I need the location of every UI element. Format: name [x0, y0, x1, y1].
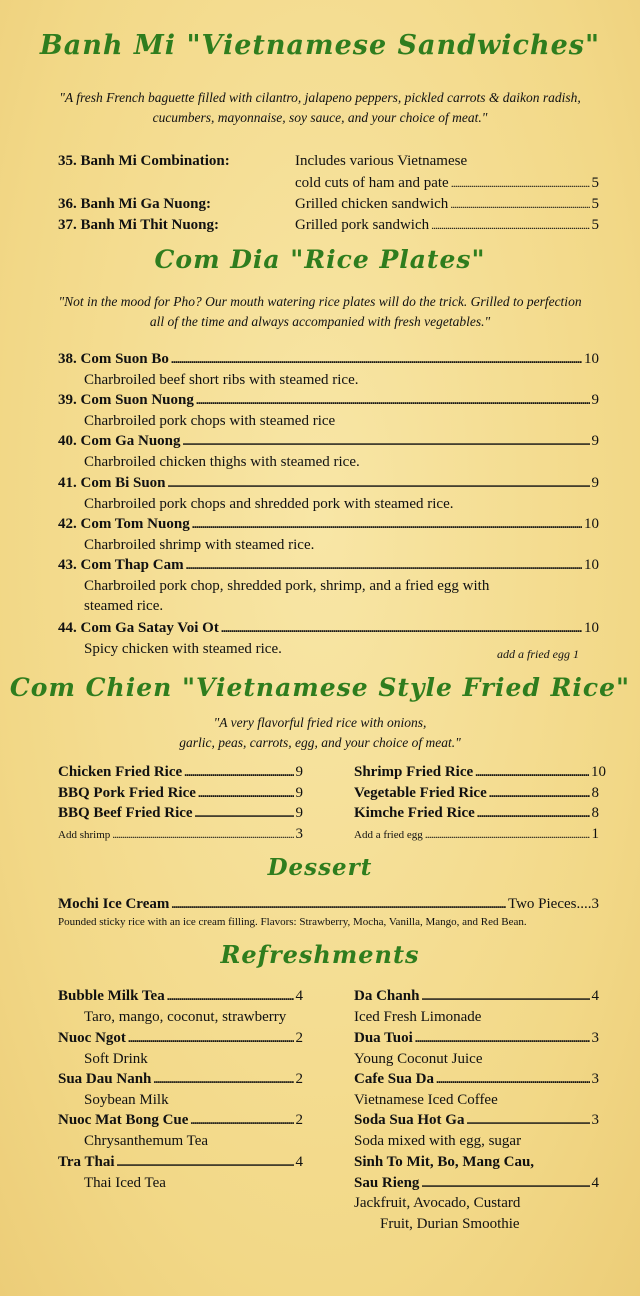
- menu-item-desc: Grilled pork sandwich: [295, 217, 430, 233]
- menu-item-desc: Vietnamese Iced Coffee: [354, 1092, 498, 1108]
- menu-item-name: BBQ Beef Fried Rice: [58, 805, 193, 821]
- menu-item-name: Mochi Ice Cream: [58, 896, 170, 912]
- menu-item-price: 2: [295, 1112, 303, 1128]
- menu-item-desc: cold cuts of ham and pate: [295, 175, 449, 191]
- menu-item-name: Add shrimp: [58, 829, 111, 841]
- menu-item-desc: Charbroiled pork chop, shredded pork, shrimp, and a fried egg with: [84, 578, 490, 594]
- menu-item-desc: Chrysanthemum Tea: [84, 1133, 209, 1149]
- menu-item-name: BBQ Pork Fried Rice: [58, 785, 196, 801]
- menu-item-leader: [354, 824, 599, 845]
- com-chien-intro-line: garlic, peas, carrots, egg, and your choice of meat.": [179, 735, 461, 750]
- com-dia-intro: [20, 292, 620, 332]
- menu-item-desc: Charbroiled chicken thighs with steamed rice.: [84, 454, 360, 470]
- dessert-desc: Pounded sticky rice with an ice cream filling. Flavors: Strawberry, Mocha, Vanilla, Mango, and Red Bean.: [58, 916, 527, 928]
- dot-leader: [421, 986, 589, 1006]
- menu-item-price: 10: [584, 557, 599, 573]
- banh-mi-intro-line: "A fresh French baguette filled with cilantro, jalapeno peppers, pickled carrots & daikon radish,: [59, 90, 581, 105]
- menu-item-price: 9: [295, 805, 303, 821]
- banh-mi-heading: Banh Mi "Vietnamese Sandwiches": [39, 30, 601, 61]
- menu-item-leader: [58, 1069, 303, 1089]
- menu-item-desc: Jackfruit, Avocado, Custard: [354, 1195, 521, 1211]
- menu-item-name: Add a fried egg: [354, 829, 423, 841]
- menu-item-desc: Young Coconut Juice: [354, 1051, 483, 1067]
- com-dia-intro-line: "Not in the mood for Pho? Our mouth watering rice plates will do the trick. Grilled to perfection: [58, 294, 582, 309]
- com-chien-intro: [20, 713, 620, 753]
- menu-item-name: Nuoc Mat Bong Cue: [58, 1112, 189, 1128]
- add-egg-note: add a fried egg 1: [497, 647, 579, 661]
- dot-leader: [475, 762, 589, 782]
- menu-item-leader: [58, 618, 599, 638]
- menu-item-price: 8: [591, 805, 599, 821]
- menu-item-price: 9: [591, 475, 599, 491]
- dot-leader: [451, 173, 590, 193]
- menu-item-leader: [58, 390, 599, 410]
- menu-item-name: 35. Banh Mi Combination:: [58, 153, 230, 169]
- menu-item-leader: [58, 783, 303, 803]
- menu-item-name: Tra Thai: [58, 1154, 115, 1170]
- com-dia-intro-line: all of the time and always accompanied with fresh vegetables.": [149, 314, 491, 329]
- dot-leader: [183, 431, 590, 451]
- menu-item-leader: [354, 803, 599, 823]
- dot-leader: [425, 824, 590, 844]
- menu-item-name: Dua Tuoi: [354, 1030, 413, 1046]
- menu-item-price: Two Pieces....3: [507, 896, 599, 912]
- menu-item-desc: Taro, mango, coconut, strawberry: [84, 1009, 287, 1025]
- menu-item-price: 9: [295, 764, 303, 780]
- menu-item-desc: Includes various Vietnamese: [295, 153, 468, 169]
- menu-item-desc: Spicy chicken with steamed rice.: [84, 641, 282, 657]
- menu-item-name: 40. Com Ga Nuong: [58, 433, 181, 449]
- dot-leader: [112, 824, 293, 844]
- menu-item-name: 37. Banh Mi Thit Nuong:: [58, 217, 220, 233]
- dot-leader: [195, 803, 294, 823]
- dot-leader: [192, 514, 582, 534]
- menu-item-leader: [58, 431, 599, 451]
- menu-item-name: 41. Com Bi Suon: [58, 475, 166, 491]
- menu-item-name: Shrimp Fried Rice: [354, 764, 474, 780]
- menu-item-name: Da Chanh: [354, 988, 420, 1004]
- menu-item-name: Sinh To Mit, Bo, Mang Cau,: [354, 1154, 535, 1170]
- menu-item-desc: Charbroiled pork chops and shredded pork with steamed rice.: [84, 496, 454, 512]
- menu-item-leader: [295, 215, 599, 235]
- menu-item-leader: [354, 1069, 599, 1089]
- dot-leader: [431, 215, 589, 235]
- dot-leader: [466, 1110, 589, 1130]
- menu-item-price: 3: [295, 826, 303, 842]
- dot-leader: [221, 618, 582, 638]
- menu-item-desc: Charbroiled beef short ribs with steamed rice.: [84, 372, 359, 388]
- menu-item-price: 4: [295, 1154, 303, 1170]
- menu-item-leader: [58, 762, 303, 782]
- menu-item-name: 44. Com Ga Satay Voi Ot: [58, 620, 219, 636]
- menu-item-price: 4: [591, 1175, 599, 1191]
- menu-item-leader: [58, 986, 303, 1006]
- dot-leader: [196, 390, 590, 410]
- menu-item-leader: [58, 514, 599, 534]
- menu-item-price: 9: [591, 392, 599, 408]
- dot-leader: [117, 1152, 294, 1172]
- dot-leader: [186, 555, 582, 575]
- refreshments-heading: Refreshments: [220, 940, 420, 969]
- menu-item-leader: [58, 349, 599, 369]
- menu-item-price: 5: [591, 175, 599, 191]
- menu-item-desc: Soybean Milk: [84, 1092, 169, 1108]
- menu-item-price: 9: [295, 785, 303, 801]
- dot-leader: [190, 1110, 293, 1130]
- com-chien-heading: Com Chien "Vietnamese Style Fried Rice": [9, 673, 631, 702]
- menu-item-name: Bubble Milk Tea: [58, 988, 165, 1004]
- menu-item-leader: [58, 473, 599, 493]
- menu-item-leader: [58, 1152, 303, 1172]
- menu-item-name: 39. Com Suon Nuong: [58, 392, 194, 408]
- dot-leader: [198, 783, 294, 803]
- menu-item-leader: [58, 894, 599, 914]
- menu-item-name: Kimche Fried Rice: [354, 805, 475, 821]
- menu-item-desc: Iced Fresh Limonade: [354, 1009, 482, 1025]
- menu-item-leader: [58, 1028, 303, 1048]
- com-dia-heading: Com Dia "Rice Plates": [154, 245, 486, 274]
- menu-item-leader: [354, 1110, 599, 1130]
- menu-item-price: 10: [584, 516, 599, 532]
- menu-item-leader: [354, 1028, 599, 1048]
- menu-item-price: 10: [584, 351, 599, 367]
- menu-item-name: Vegetable Fried Rice: [354, 785, 487, 801]
- menu-item-price: 2: [295, 1030, 303, 1046]
- dot-leader: [436, 1069, 589, 1089]
- menu-item-name: Cafe Sua Da: [354, 1071, 435, 1087]
- menu-item-name: 42. Com Tom Nuong: [58, 516, 190, 532]
- menu-item-leader: [354, 986, 599, 1006]
- dot-leader: [184, 762, 293, 782]
- menu-item-price: 1: [591, 826, 599, 842]
- menu-item-name: 43. Com Thap Cam: [58, 557, 184, 573]
- menu-item-leader: [295, 173, 599, 193]
- menu-item-price: 3: [591, 1030, 599, 1046]
- menu-item-name: Soda Sua Hot Ga: [354, 1112, 465, 1128]
- com-chien-intro-line: "A very flavorful fried rice with onions,: [213, 715, 427, 730]
- dot-leader: [171, 894, 506, 914]
- menu-item-desc: Soda mixed with egg, sugar: [354, 1133, 522, 1149]
- menu-item-price: 10: [584, 620, 599, 636]
- dot-leader: [171, 349, 582, 369]
- menu-item-price: 3: [591, 1071, 599, 1087]
- dot-leader: [168, 473, 590, 493]
- menu-item-leader: [58, 1110, 303, 1130]
- menu-item-leader: [295, 194, 599, 214]
- menu-item-desc: Soft Drink: [84, 1051, 148, 1067]
- menu-item-price: 8: [591, 785, 599, 801]
- menu-item-name: 38. Com Suon Bo: [58, 351, 169, 367]
- dot-leader: [477, 803, 590, 823]
- menu-item-price: 10: [591, 764, 606, 780]
- menu-item-leader: [354, 762, 606, 782]
- dot-leader: [421, 1173, 589, 1193]
- menu-item-price: 3: [591, 1112, 599, 1128]
- menu-item-price: 5: [591, 196, 599, 212]
- dot-leader: [167, 986, 294, 1006]
- dot-leader: [489, 783, 590, 803]
- menu-item-desc: Charbroiled shrimp with steamed rice.: [84, 537, 315, 553]
- dot-leader: [450, 194, 589, 214]
- menu-item-desc: Grilled chicken sandwich: [295, 196, 449, 212]
- menu-item-leader: [58, 824, 303, 845]
- menu-item-desc: Fruit, Durian Smoothie: [380, 1216, 520, 1232]
- menu-item-desc: Charbroiled pork chops with steamed rice: [84, 413, 336, 429]
- menu-item-price: 4: [295, 988, 303, 1004]
- menu-item-name: Sua Dau Nanh: [58, 1071, 152, 1087]
- menu-item-leader: [58, 555, 599, 575]
- dot-leader: [415, 1028, 590, 1048]
- menu-item-name: Nuoc Ngot: [58, 1030, 126, 1046]
- menu-item-price: 4: [591, 988, 599, 1004]
- dessert-heading: Dessert: [267, 854, 373, 881]
- menu-item-price: 5: [591, 217, 599, 233]
- menu-item-name: 36. Banh Mi Ga Nuong:: [58, 196, 211, 212]
- banh-mi-intro-line: cucumbers, mayonnaise, soy sauce, and your choice of meat.": [152, 110, 488, 125]
- menu-item-name: Sau Rieng: [354, 1175, 420, 1191]
- menu-item-leader: [354, 1173, 599, 1193]
- menu-item-price: 9: [591, 433, 599, 449]
- menu-item-price: 2: [295, 1071, 303, 1087]
- banh-mi-intro: [20, 88, 620, 128]
- menu-item-desc: steamed rice.: [84, 598, 164, 614]
- menu-item-leader: [354, 783, 599, 803]
- dot-leader: [128, 1028, 294, 1048]
- dot-leader: [153, 1069, 293, 1089]
- menu-item-desc: Thai Iced Tea: [84, 1175, 166, 1191]
- menu-item-name: Chicken Fried Rice: [58, 764, 183, 780]
- menu-item-leader: [58, 803, 303, 823]
